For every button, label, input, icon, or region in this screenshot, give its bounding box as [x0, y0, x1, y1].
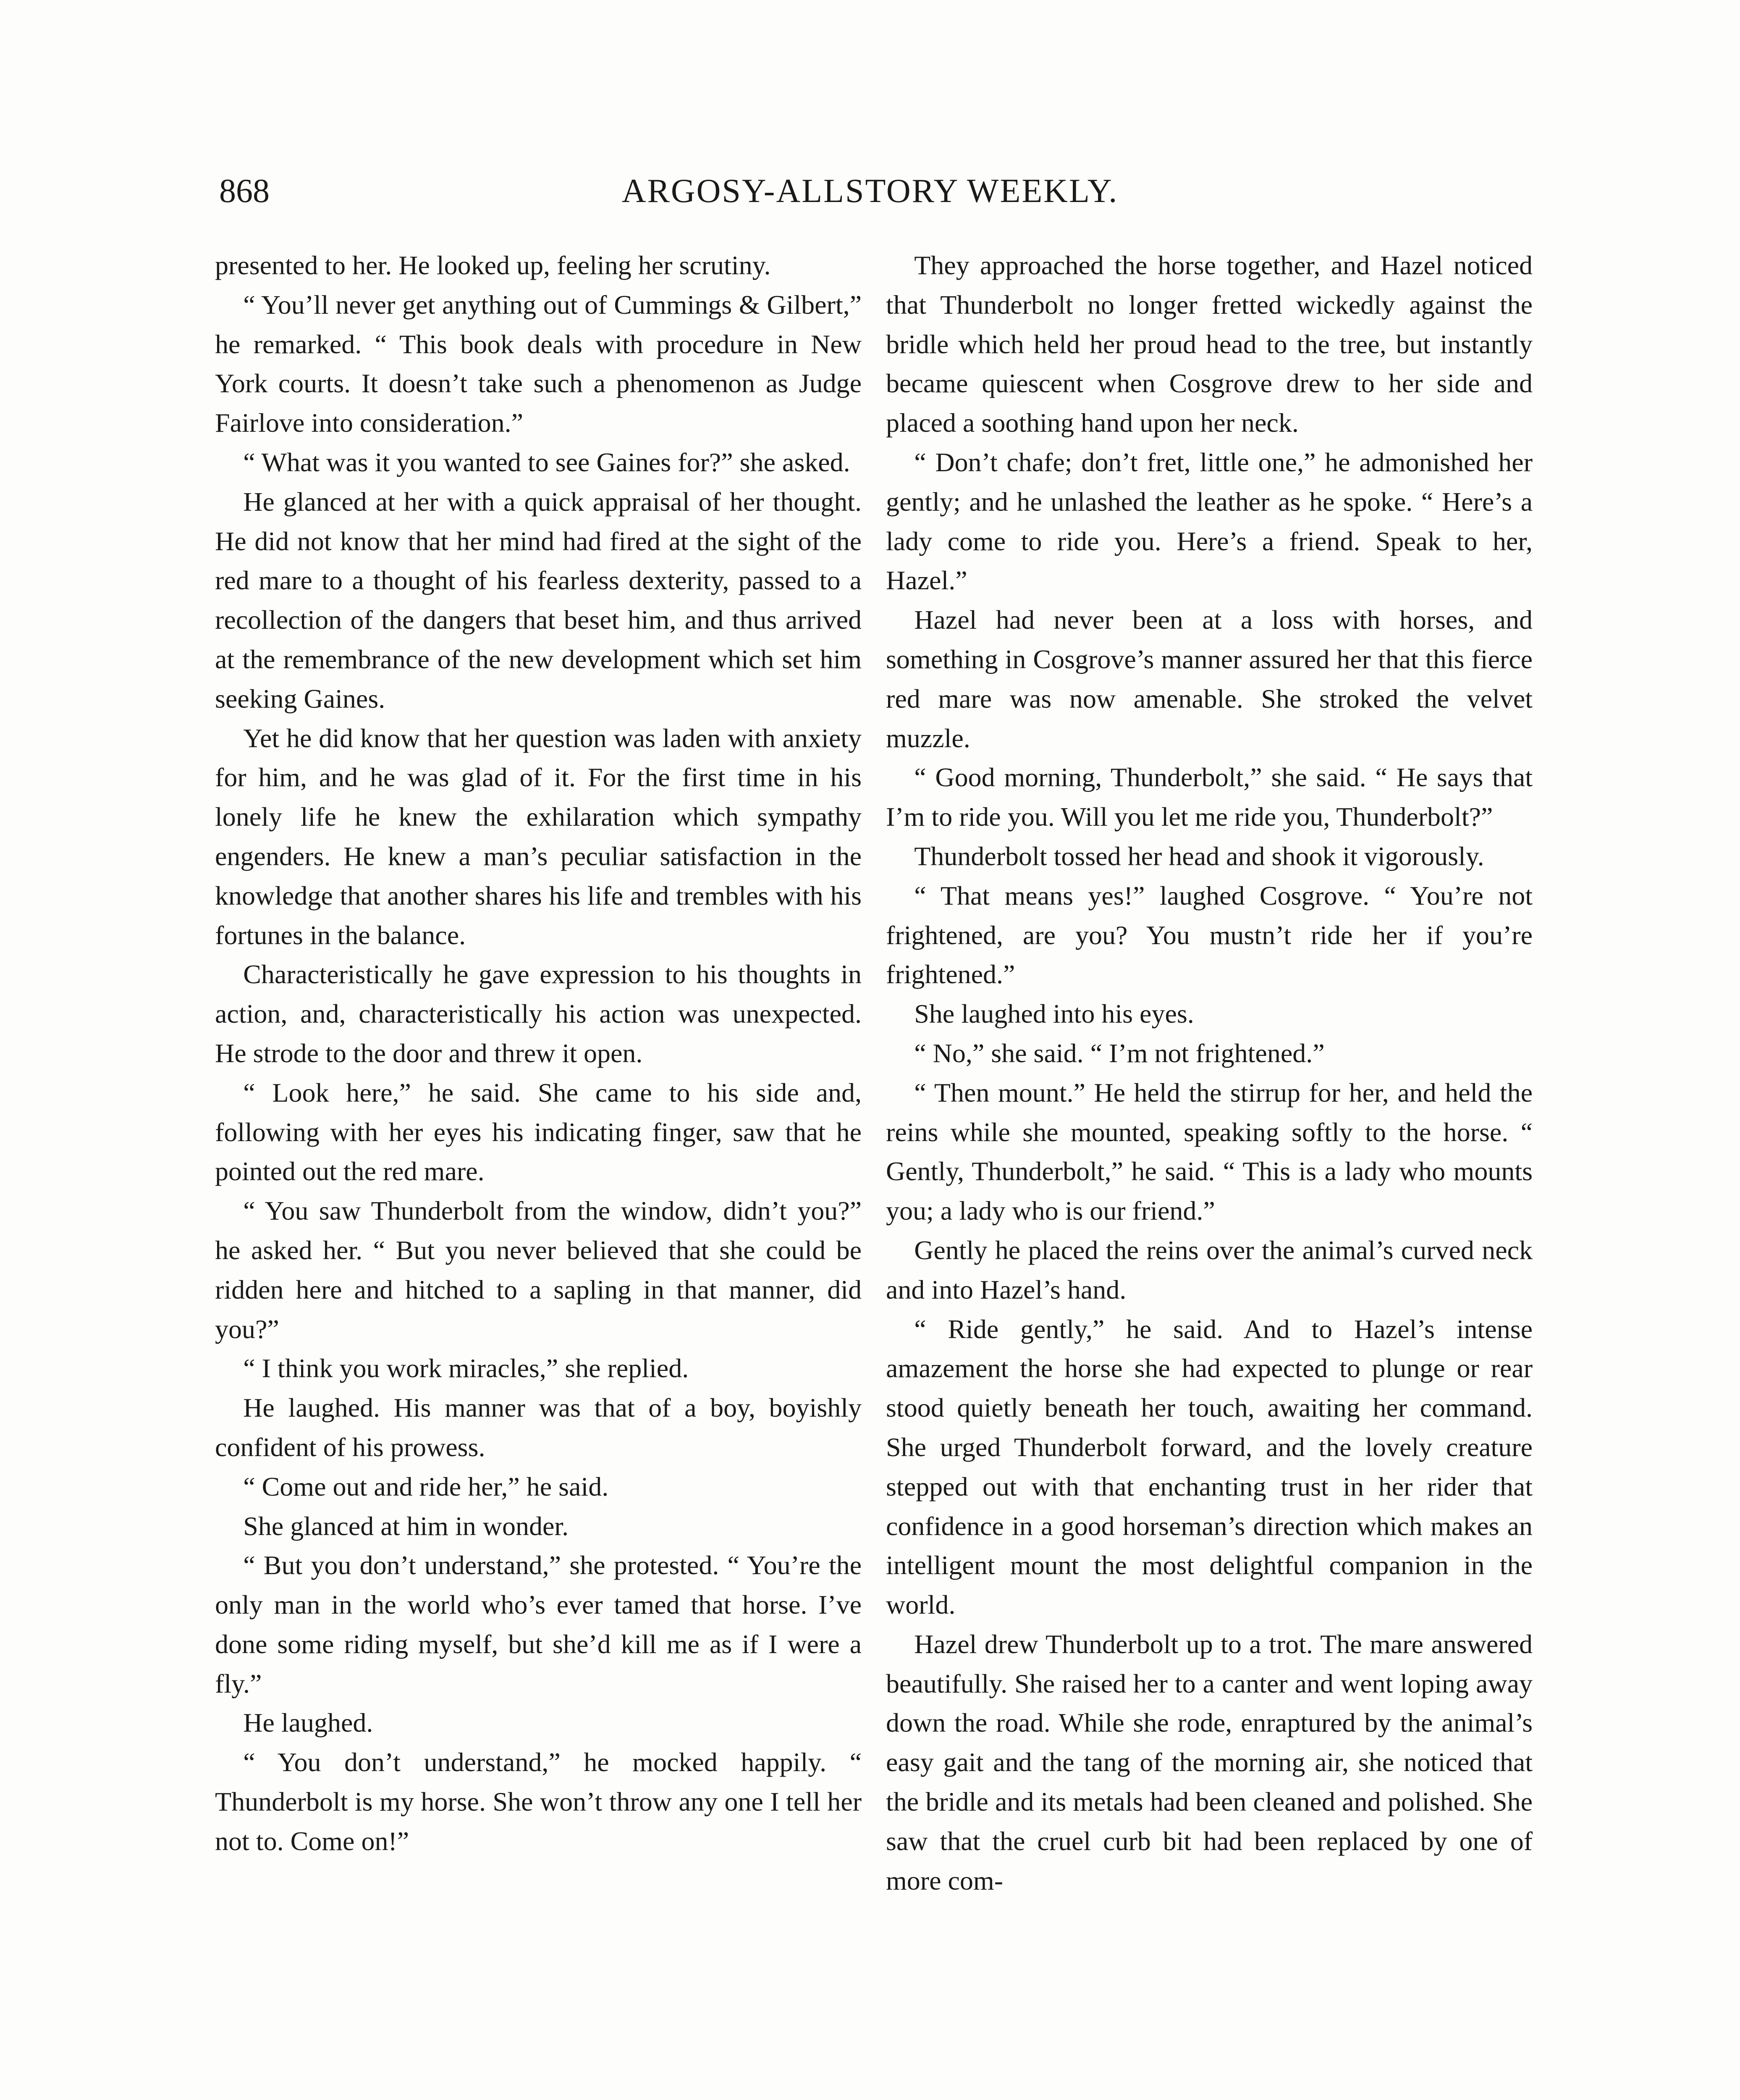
paragraph: “ Don’t chafe; don’t fret, little one,” he admonished her gently; and he unlashed the leather as he spoke. “ Here’s a lady come to ride you. Here’s a friend. Speak to her, Hazel.” [886, 447, 1533, 596]
page-number: 868 [219, 173, 270, 210]
paragraph: They approached the horse together, and Hazel noticed that Thunderbolt no longer fretted wickedly against the bridle which held her proud head to the tree, but instantly became quiescent when Cosgrove drew to her side and placed a soothing hand upon her neck. [886, 250, 1533, 438]
paragraph: “ Look here,” he said. She came to his side and, following with her eyes his indicating finger, saw that he pointed out the red mare. [215, 1077, 862, 1186]
left-column [215, 246, 862, 1861]
paragraph: presented to her. He looked up, feeling her scrutiny. [215, 250, 771, 280]
paragraph: “ Then mount.” He held the stirrup for her, and held the reins while she mounted, speaking softly to the horse. “ Gently, Thunderbolt,” he said. “ This is a lady who mounts you; a lady who is our friend.” [886, 1077, 1533, 1226]
paragraph: “ That means yes!” laughed Cosgrove. “ You’re not frightened, are you? You mustn’t ride her if you’re frightened.” [886, 880, 1533, 990]
paragraph: Yet he did know that her question was laden with anxiety for him, and he was glad of it. For the first time in his lonely life he knew the exhilaration which sympathy engenders. He knew a man’s peculiar satisfaction in the knowledge that another shares his life and trembles with his fortunes in the balance. [215, 723, 862, 950]
paragraph: “ Good morning, Thunderbolt,” she said. “ He says that I’m to ride you. Will you let me ride you, Thunderbolt?” [886, 762, 1533, 832]
running-title: ARGOSY-ALLSTORY WEEKLY. [621, 173, 1119, 210]
paragraph: He laughed. [243, 1708, 373, 1738]
paragraph: Hazel drew Thunderbolt up to a trot. The mare answered beautifully. She raised her to a canter and went loping away down the road. While she rode, enraptured by the animal’s easy gait and the tang of the morning air, she noticed that the bridle and its metals had been cleaned and polished. She saw that the cruel curb bit had been replaced by one of more com- [886, 1629, 1533, 1895]
paragraph: “ You don’t understand,” he mocked happily. “ Thunderbolt is my horse. She won’t throw any one I tell her not to. Come on!” [215, 1747, 862, 1856]
right-column [886, 246, 1533, 1900]
paragraph: She glanced at him in wonder. [243, 1511, 569, 1541]
paragraph: “ You saw Thunderbolt from the window, didn’t you?” he asked her. “ But you never believed that she could be ridden here and hitched to a sapling in that manner, did you?” [215, 1196, 862, 1344]
paragraph: “ You’ll never get anything out of Cummings & Gilbert,” he remarked. “ This book deals with procedure in New York courts. It doesn’t take such a phenomenon as Judge Fairlove into consideration.” [215, 289, 862, 438]
paragraph: “ Come out and ride her,” he said. [243, 1471, 609, 1502]
paragraph: Gently he placed the reins over the animal’s curved neck and into Hazel’s hand. [886, 1235, 1533, 1305]
paragraph: He glanced at her with a quick appraisal of her thought. He did not know that her mind had fired at the sight of the red mare to a thought of his fearless dexterity, passed to a recollection of the dangers that beset him, and thus arrived at the remembrance of the new development which set him seeking Gaines. [215, 486, 862, 714]
paragraph: Characteristically he gave expression to his thoughts in action, and, characteristically his action was unexpected. He strode to the door and threw it open. [215, 959, 862, 1068]
paragraph: “ But you don’t understand,” she protested. “ You’re the only man in the world who’s ever tamed that horse. I’ve done some riding myself, but she’d kill me as if I were a fly.” [215, 1550, 862, 1698]
paragraph: “ Ride gently,” he said. And to Hazel’s intense amazement the horse she had expected to plunge or rear stood quietly beneath her touch, awaiting her command. She urged Thunderbolt forward, and the lovely creature stepped out with that enchanting trust in her rider that confidence in a good horseman’s direction which makes an intelligent mount the most delightful companion in the world. [886, 1314, 1533, 1620]
paragraph: “ I think you work miracles,” she replied. [243, 1353, 689, 1383]
paragraph: Thunderbolt tossed her head and shook it vigorously. [914, 841, 1484, 871]
paragraph: She laughed into his eyes. [914, 999, 1194, 1029]
paragraph: He laughed. His manner was that of a boy, boyishly confident of his prowess. [215, 1393, 862, 1462]
paragraph: “ No,” she said. “ I’m not frightened.” [914, 1038, 1325, 1068]
paragraph: “ What was it you wanted to see Gaines for?” she asked. [243, 447, 850, 477]
paragraph: Hazel had never been at a loss with horses, and something in Cosgrove’s manner assured her that this fierce red mare was now amenable. She stroked the velvet muzzle. [886, 605, 1533, 753]
